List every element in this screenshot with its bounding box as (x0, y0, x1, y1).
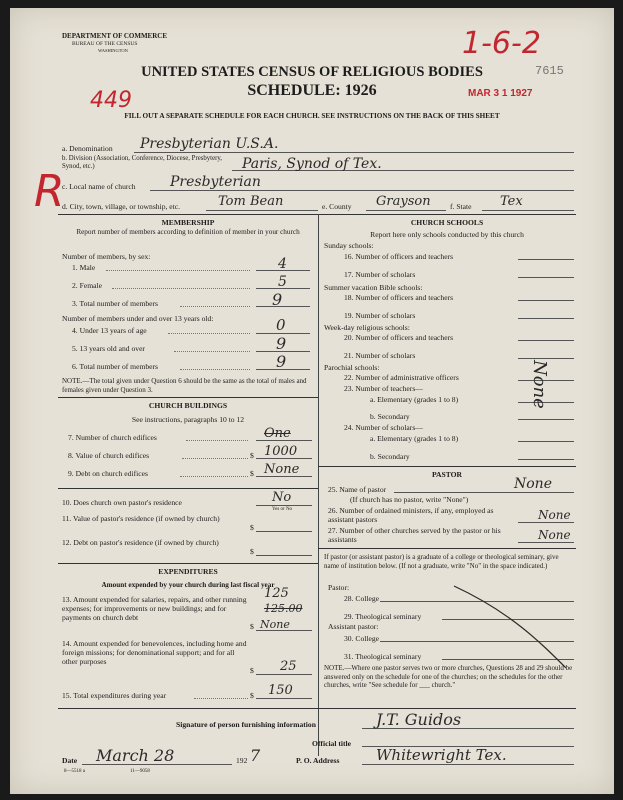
denomination-value[interactable]: Presbyterian U.S.A. (140, 136, 279, 152)
county-line (366, 210, 446, 211)
pastor-top-rule (318, 466, 576, 467)
own-residence-line (256, 505, 312, 506)
assistant-college-label: 30. College (344, 634, 380, 643)
over13-label: 5. 13 years old and over (72, 344, 145, 353)
summer-heading: Summer vacation Bible schools: (324, 283, 423, 292)
scholars-elementary-line[interactable] (518, 441, 574, 442)
print-number: 11—9058 (130, 769, 150, 774)
grid-bottom-rule (58, 708, 576, 709)
signature-label: Signature of person furnishing information (176, 720, 316, 729)
parochial-heading: Parochial schools: (324, 363, 380, 372)
teachers-secondary-label: b. Secondary (370, 412, 410, 421)
total-age-value[interactable]: 9 (276, 352, 287, 371)
running-expenses-currency: $ (250, 622, 254, 631)
over13-dots (174, 351, 250, 352)
pastor-name-value[interactable]: None (514, 476, 552, 492)
assistant-count-line (518, 522, 574, 523)
red-number-left: 449 (90, 88, 132, 113)
residence-rule (58, 488, 318, 489)
form-number: 8—5518 a (64, 769, 85, 774)
summer-officers-line[interactable] (518, 300, 574, 301)
instructions-line: FILL OUT A SEPARATE SCHEDULE FOR EACH CHURCH. SEE INSTRUCTIONS ON THE BACK OF THIS SHEET (124, 112, 500, 120)
membership-heading: MEMBERSHIP (161, 218, 215, 227)
sunday-officers-line[interactable] (518, 259, 574, 260)
census-schedule-sheet (10, 8, 614, 794)
serial-number: 7615 (535, 64, 564, 78)
edifices-count-label: 7. Number of church edifices (68, 433, 157, 442)
summer-scholars-line[interactable] (518, 318, 574, 319)
sunday-scholars-line[interactable] (518, 277, 574, 278)
total-expenditures-currency: $ (250, 691, 254, 700)
total-members-dots (180, 306, 250, 307)
expenditures-heading: EXPENDITURES (158, 567, 218, 576)
schools-heading: CHURCH SCHOOLS (410, 218, 484, 227)
city-value[interactable]: Tom Bean (218, 194, 284, 209)
city-label: d. City, town, village, or township, etc. (62, 202, 181, 211)
graduate-instructions: If pastor (or assistant pastor) is a graduate of a college or theological seminary, give name of institution below. (If not a graduate, write "No" in the space indicated.) (324, 553, 559, 570)
teachers-label: 23. Number of teachers— (344, 384, 423, 393)
pastor-education-slash (450, 582, 570, 672)
graduate-rule (318, 548, 576, 549)
residence-value-currency: $ (250, 523, 254, 532)
other-churches-value[interactable]: None (538, 528, 571, 542)
signature-value[interactable]: J.T. Guidos (376, 710, 462, 729)
running-expenses-label: 13. Amount expended for salaries, repairs, and other running expenses; for improvements or new buildings; and for payments on church debt (62, 595, 247, 622)
own-residence-label: 10. Does church own pastor's residence (62, 498, 182, 507)
residence-debt-line[interactable] (256, 555, 312, 556)
weekday-scholars-line[interactable] (518, 358, 574, 359)
state-line (482, 210, 574, 211)
schools-none-mark: None (529, 360, 550, 409)
residence-debt-label: 12. Debt on pastor's residence (if owned by church) (62, 538, 219, 547)
own-residence-value[interactable]: No (272, 490, 292, 505)
city-name: WASHINGTON (98, 48, 128, 53)
weekday-officers-line[interactable] (518, 340, 574, 341)
male-value[interactable]: 4 (278, 256, 287, 272)
po-address-label: P. O. Address (296, 756, 340, 765)
edifices-debt-currency: $ (250, 469, 254, 478)
total-expenditures-dots (194, 698, 248, 699)
running-expenses-value[interactable]: 125 (264, 586, 289, 601)
other-churches-label: 27. Number of other churches served by the pastor or his assistants (328, 526, 501, 544)
assistant-count-value[interactable]: None (538, 508, 571, 522)
state-value[interactable]: Tex (500, 194, 523, 209)
edifices-value-dots (182, 458, 248, 459)
edifices-count-dots (186, 440, 248, 441)
edifices-debt-value[interactable]: None (264, 462, 300, 477)
buildings-top-rule (58, 397, 318, 398)
date-stamp: MAR 3 1 1927 (468, 88, 533, 99)
pastor-education-heading: Pastor: (328, 583, 350, 592)
weekday-heading: Week-day religious schools: (324, 323, 410, 332)
under13-dots (168, 333, 250, 334)
margin-mark: R (34, 166, 65, 217)
scholars-secondary-line[interactable] (518, 459, 574, 460)
benevolences-value[interactable]: 25 (280, 659, 297, 674)
membership-by-sex: Number of members, by sex: (62, 252, 151, 261)
total-expenditures-label: 15. Total expenditures during year (62, 691, 167, 700)
division-value[interactable]: Paris, Synod of Tex. (242, 156, 382, 172)
assistant-count-label: 26. Number of ordained ministers, if any, employed as assistant pastors (328, 506, 494, 524)
year-prefix: 192 (236, 756, 248, 765)
residence-value-line[interactable] (256, 531, 312, 532)
po-address-line (362, 764, 574, 765)
red-number-right: 1-6-2 (462, 26, 541, 61)
sunday-heading: Sunday schools: (324, 241, 374, 250)
bureau-name: BUREAU OF THE CENSUS (72, 41, 138, 47)
pastor-name-label: 25. Name of pastor (328, 485, 387, 494)
sunday-scholars-label: 17. Number of scholars (344, 270, 416, 279)
weekday-scholars-label: 21. Number of scholars (344, 351, 416, 360)
other-churches-line (518, 542, 574, 543)
benevolences-currency: $ (250, 666, 254, 675)
sunday-officers-label: 16. Number of officers and teachers (344, 252, 454, 261)
summer-officers-label: 18. Number of officers and teachers (344, 293, 454, 302)
po-address-value[interactable]: Whitewright Tex. (376, 746, 507, 764)
denomination-label: a. Denomination (62, 144, 113, 153)
summer-scholars-label: 19. Number of scholars (344, 311, 416, 320)
running-expenses-line (256, 630, 312, 631)
weekday-officers-label: 20. Number of officers and teachers (344, 333, 454, 342)
scholars-elementary-label: a. Elementary (grades 1 to 8) (370, 434, 459, 443)
edifices-debt-label: 9. Debt on church edifices (68, 469, 148, 478)
teachers-elementary-label: a. Elementary (grades 1 to 8) (370, 395, 459, 404)
total-members-label: 3. Total number of members (72, 299, 159, 308)
county-value[interactable]: Grayson (376, 194, 431, 209)
scholars-label: 24. Number of scholars— (344, 423, 423, 432)
expenditures-intro: Amount expended by your church during last fiscal year (101, 581, 275, 589)
total-expenditures-value[interactable]: 150 (268, 683, 293, 698)
form-title: UNITED STATES CENSUS OF RELIGIOUS BODIES (141, 64, 483, 80)
expenditures-top-rule (58, 563, 318, 564)
date-value[interactable]: March 28 (96, 746, 175, 765)
male-label: 1. Male (72, 263, 96, 272)
edifices-count-value[interactable]: One (264, 426, 291, 441)
total-age-dots (180, 369, 250, 370)
female-label: 2. Female (72, 281, 102, 290)
local-name-value[interactable]: Presbyterian (170, 174, 261, 190)
pastor-college-label: 28. College (344, 594, 380, 603)
column-divider (318, 214, 319, 756)
city-line (206, 210, 318, 211)
division-label: b. Division (Association, Conference, Diocese, Presbytery, Synod, etc.) (62, 155, 223, 170)
female-dots (112, 288, 250, 289)
edifices-value-label: 8. Value of church edifices (68, 451, 150, 460)
denomination-line (134, 152, 574, 153)
edifices-value-currency: $ (250, 451, 254, 460)
over13-value[interactable]: 9 (276, 334, 287, 353)
age-heading: Number of members under and over 13 years old: (62, 314, 214, 323)
assistant-seminary-label: 31. Theological seminary (344, 652, 422, 661)
residence-value-label: 11. Value of pastor's residence (if owned by church) (62, 514, 220, 523)
buildings-heading: CHURCH BUILDINGS (148, 401, 228, 410)
buildings-intro: See instructions, paragraphs 10 to 12 (131, 415, 245, 424)
grid-top-rule (58, 214, 576, 215)
schools-intro: Report here only schools conducted by this church (370, 230, 524, 239)
state-label: f. State (450, 202, 472, 211)
official-title-label: Official title (312, 739, 352, 748)
own-residence-hint: Yes or No (272, 507, 293, 512)
under13-value[interactable]: 0 (276, 316, 286, 334)
local-name-label: c. Local name of church (62, 182, 136, 191)
pastor-seminary-label: 29. Theological seminary (344, 612, 422, 621)
total-age-label: 6. Total number of members (72, 362, 159, 371)
male-dots (106, 270, 250, 271)
edifices-debt-dots (180, 476, 248, 477)
edifices-value-value[interactable]: 1000 (264, 444, 298, 459)
running-expenses-extra: None (260, 618, 290, 631)
under13-label: 4. Under 13 years of age (72, 326, 147, 335)
benevolences-label: 14. Amount expended for benevolences, including home and foreign missions; for denominational support; and for all other purposes (62, 639, 247, 666)
teachers-secondary-line[interactable] (518, 419, 574, 420)
pastor-name-line (394, 492, 574, 493)
date-label: Date (62, 756, 78, 765)
pastor-note: NOTE.—Where one pastor serves two or more churches, Questions 28 and 29 should be answered only on the schedule for one of the churches; on the schedules for the other churches, write "See schedule for ___ church." (324, 664, 573, 689)
dept-name: DEPARTMENT OF COMMERCE (62, 32, 168, 40)
membership-note: NOTE.—The total given under Question 6 should be the same as the total of males and females given under Question 3. (62, 377, 307, 394)
membership-intro: Report number of members according to definition of member in your church (76, 228, 300, 236)
total-members-line (256, 306, 310, 307)
residence-debt-currency: $ (250, 547, 254, 556)
pastor-name-hint: (If church has no pastor, write "None") (350, 495, 469, 504)
total-members-value[interactable]: 9 (272, 290, 283, 309)
local-name-line (150, 190, 574, 191)
admin-officers-label: 22. Number of administrative officers (344, 373, 459, 382)
running-expenses-struck: 125.00 (264, 602, 303, 615)
assistant-education-heading: Assistant pastor: (328, 622, 379, 631)
pastor-heading: PASTOR (431, 470, 463, 479)
total-expenditures-line (256, 698, 312, 699)
form-subtitle: SCHEDULE: 1926 (247, 82, 377, 99)
scholars-secondary-label: b. Secondary (370, 452, 410, 461)
year-digit[interactable]: 7 (250, 746, 261, 765)
benevolences-line (256, 674, 312, 675)
female-value[interactable]: 5 (278, 274, 287, 290)
county-label: e. County (322, 202, 352, 211)
